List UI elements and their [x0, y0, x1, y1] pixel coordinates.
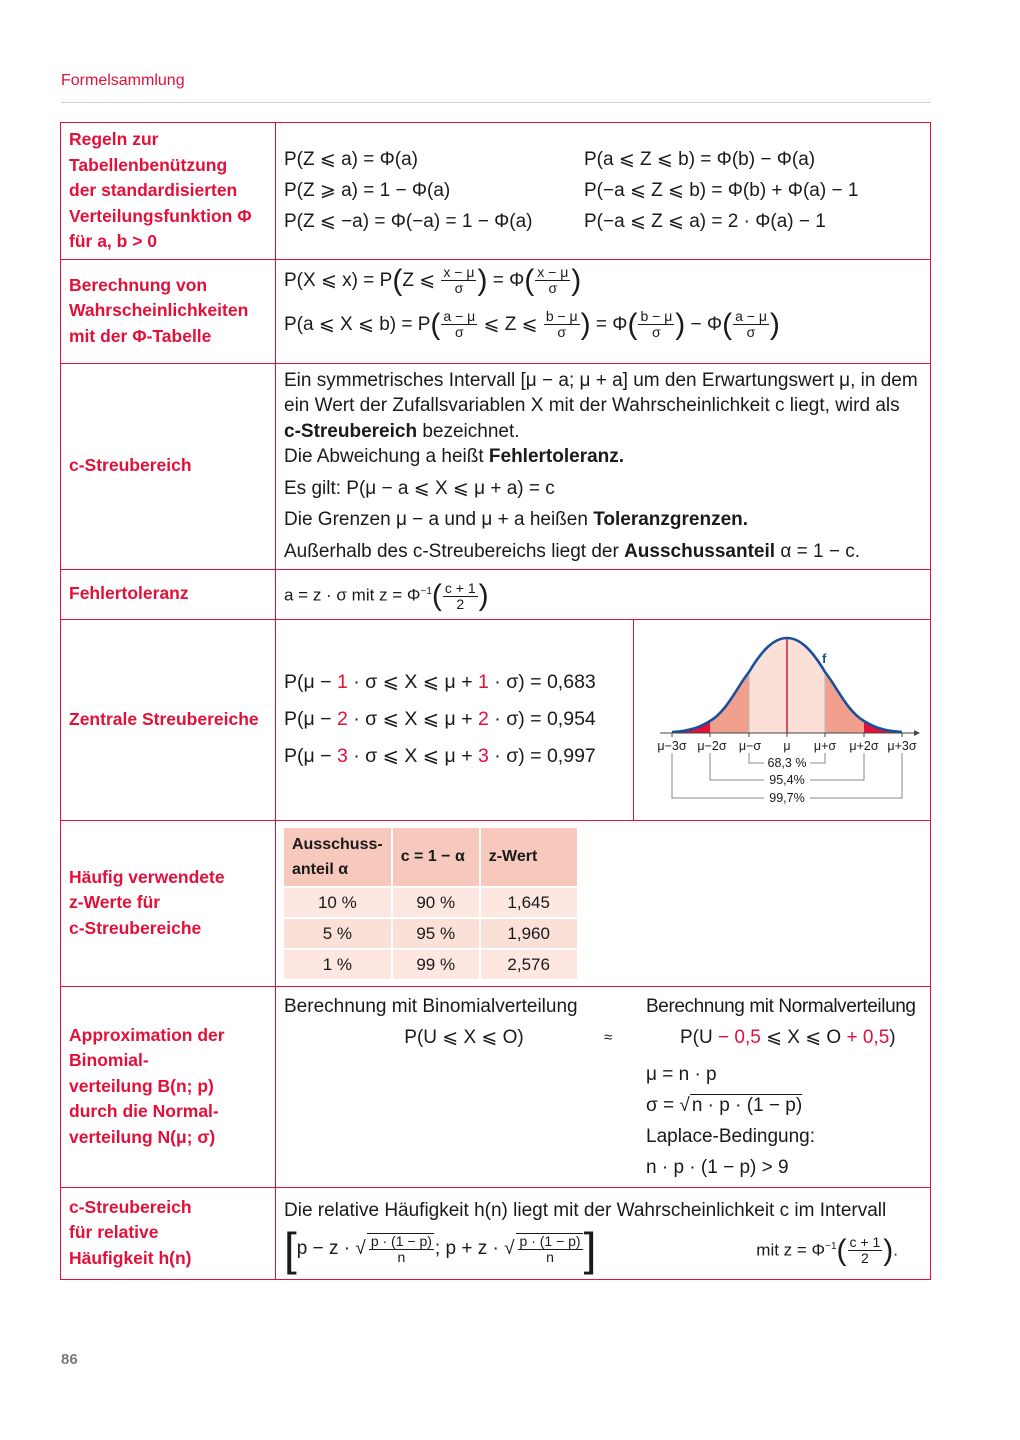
formula: P(−a ⩽ Z ⩽ a) = 2 · Φ(a) − 1 [584, 211, 826, 233]
text: P(X ⩽ x) = P [284, 270, 393, 291]
label-line: verteilung N(μ; σ) [69, 1126, 216, 1147]
svg-text:99,7%: 99,7% [769, 790, 805, 805]
label-line: z-Werte für [69, 892, 161, 913]
text: Die relative Häufigkeit h(n) liegt mit der Wahrscheinlichkeit c im Intervall [284, 1199, 887, 1221]
svg-text:μ+σ: μ+σ [813, 738, 837, 753]
fraction: $\frac{b - \mu}{\sigma}$ [545, 308, 578, 341]
text: Berechnung mit Normalverteilung [646, 995, 916, 1017]
text: P(a ⩽ X ⩽ b) = P [284, 314, 431, 335]
svg-text:μ−σ: μ−σ [738, 738, 762, 753]
svg-text:μ: μ [783, 738, 791, 753]
row-content [276, 986, 931, 1187]
row-content [276, 259, 931, 363]
row-label [61, 569, 276, 619]
text: ⩽ Z ⩽ [483, 314, 538, 335]
formula: n · p · (1 − p) > 9 [646, 1156, 789, 1178]
column-header: z-Wert [481, 828, 577, 886]
fraction: $\frac{a - \mu}{\sigma}$ [735, 308, 767, 341]
row-content [276, 363, 931, 569]
cell: 1,960 [481, 919, 577, 948]
label-line: c-Streubereich [69, 455, 192, 476]
formula: a = z · σ mit z = Φ [284, 585, 421, 605]
label-line: für relative [69, 1222, 159, 1243]
bell-curve-icon [642, 625, 922, 815]
formula: P(μ − 2 · σ ⩽ X ⩽ μ + 2 · σ) = 0,954 [284, 708, 596, 730]
label-line: verteilung B(n; p) [69, 1075, 214, 1096]
text: = Φ [595, 314, 628, 335]
row-approximation [61, 986, 931, 1187]
page-number: 86 [61, 1351, 78, 1368]
cell: 10 % [284, 888, 391, 917]
formula: P(a ⩽ X ⩽ b) = P( $\frac{a - \mu}{\sigma}$ ⩽ Z ⩽ $\frac{b - \mu}{\sigma}$ ) = Φ( $\frac{b - \mu}{\sigma}$ ) − Φ( $\frac{a - \mu}{\sigma}$ ) [284, 307, 780, 341]
formula: P(μ − 3 · σ ⩽ X ⩽ μ + 3 · σ) = 0,997 [284, 745, 596, 767]
label-line: Berechnung von [69, 274, 208, 295]
cell: 2,576 [481, 950, 577, 979]
text: = Φ [492, 270, 525, 291]
formula: P(U − 0,5 ⩽ X ⩽ O + 0,5) [680, 1026, 896, 1048]
fraction: $\frac{p \cdot (1 - p)}{n}$ [516, 1233, 583, 1265]
row-c-streubereich [61, 363, 931, 569]
label-line: c-Streubereich [69, 1196, 192, 1217]
column-header: Ausschuss- anteil α [284, 828, 391, 886]
label-line: für a, b > 0 [69, 231, 158, 251]
row-label [61, 1187, 276, 1279]
label-line: Binomial- [69, 1050, 149, 1071]
formula-table [60, 122, 931, 1280]
label-line: Wahrscheinlichkeiten [69, 300, 249, 321]
row-label [61, 123, 276, 260]
fraction: $\frac{p \cdot (1 - p)}{n}$ [367, 1233, 434, 1265]
text: Berechnung mit Binomialverteilung [284, 995, 578, 1017]
label-line: c-Streubereiche [69, 917, 202, 938]
row-label [61, 619, 276, 820]
fraction: $\frac{x - \mu}{\sigma}$ [537, 264, 569, 297]
fraction: $\frac{b - \mu}{\sigma}$ [640, 308, 673, 341]
formula: P(−a ⩽ Z ⩽ b) = Φ(b) + Φ(a) − 1 [584, 180, 859, 202]
formula: P(X ⩽ x) = P(Z ⩽ $\frac{x - \mu}{\sigma}$ ) = Φ( $\frac{x - \mu}{\sigma}$ ) [284, 263, 582, 297]
cell: 5 % [284, 919, 391, 948]
label-line: Regeln zur [69, 129, 159, 149]
cell: 1 % [284, 950, 391, 979]
approx-symbol: ≈ [604, 1028, 613, 1046]
label-line: mit der Φ-Tabelle [69, 325, 212, 346]
cell: 90 % [393, 888, 479, 917]
svg-text:μ+2σ: μ+2σ [849, 738, 879, 753]
row-phi-table [61, 259, 931, 363]
formula: P(a ⩽ Z ⩽ b) = Φ(b) − Φ(a) [584, 149, 816, 171]
label-line: Fehlertoleranz [69, 583, 189, 604]
normal-distribution-diagram [633, 620, 930, 820]
row-content: a = z · σ mit $z = \Phi^{-1}$( $\frac{c + 1}{2}$ ) [276, 569, 931, 619]
formula: P(U ⩽ X ⩽ O) [404, 1026, 524, 1048]
cell: 99 % [393, 950, 479, 979]
cell: 1,645 [481, 888, 577, 917]
label-line: Tabellenbenützung [69, 154, 228, 175]
formula: μ = n · p [646, 1063, 717, 1085]
row-label [61, 820, 276, 986]
formula: [p − z · √ $\frac{p \cdot (1 - p)}{n}$ ; p + z · √ $\frac{p \cdot (1 - p)}{n}$ ] mit $z = \Phi^{-1}$( $\frac{c + 1}{2}$ ). [284, 1222, 898, 1275]
row-zentrale-streubereiche [61, 619, 931, 820]
svg-text:μ−2σ: μ−2σ [697, 738, 727, 753]
superscript: −1 [420, 586, 432, 598]
row-label [61, 986, 276, 1187]
cell: 95 % [393, 919, 479, 948]
text: Laplace-Bedingung: [646, 1125, 816, 1147]
label-line: Verteilungsfunktion Φ [69, 205, 252, 226]
paragraph: Die Abweichung a heißt Fehlertoleranz. [284, 446, 625, 468]
fraction: $\frac{x - \mu}{\sigma}$ [443, 264, 475, 297]
svg-text:μ+3σ: μ+3σ [887, 738, 917, 753]
row-content [276, 820, 931, 986]
label-line: Häufigkeit h(n) [69, 1247, 192, 1268]
column-header: c = 1 − α [393, 828, 479, 886]
label-line: der standardisierten [69, 180, 238, 200]
formula: P(μ − 1 · σ ⩽ X ⩽ μ + 1 · σ) = 0,683 [284, 671, 596, 693]
paragraph: Außerhalb des c-Streubereichs liegt der Ausschussanteil α = 1 − c. [284, 540, 860, 562]
row-content [276, 619, 931, 820]
row-content [276, 1187, 931, 1279]
label-line: Häufig verwendete [69, 866, 225, 887]
fraction: $\frac{c + 1}{2}$ [849, 1234, 881, 1267]
formula: P(Z ⩾ a) = 1 − Φ(a) [284, 180, 451, 202]
row-label [61, 259, 276, 363]
label-line: durch die Normal- [69, 1101, 219, 1122]
svg-text:95,4%: 95,4% [769, 772, 805, 787]
row-relative-haeufigkeit [61, 1187, 931, 1279]
paragraph: Es gilt: P(μ − a ⩽ X ⩽ μ + a) = c [284, 477, 555, 499]
row-table-rules [61, 123, 931, 260]
label-line: Approximation der [69, 1024, 225, 1045]
header-title: Formelsammlung [61, 72, 185, 89]
paragraph: Die Grenzen μ − a und μ + a heißen Toleranzgrenzen. [284, 509, 749, 531]
row-content [276, 123, 931, 260]
svg-text:68,3 %: 68,3 % [767, 755, 807, 770]
fraction: $\frac{a - \mu}{\sigma}$ [443, 308, 476, 341]
text: − Φ [690, 314, 723, 335]
svg-text:μ−3σ: μ−3σ [657, 738, 687, 753]
table-row [284, 950, 577, 979]
formula: σ = √ n · p · (1 − p) [646, 1094, 803, 1116]
header-divider [61, 102, 930, 103]
paragraph: Ein symmetrisches Intervall [μ − a; μ + a] um den Erwartungswert μ, in dem ein Wert der Zufallsvariablen X mit der Wahrscheinlichkeit c liegt, wird als c-Streubereich bezeichnet. [284, 369, 918, 442]
table-row [284, 919, 577, 948]
z-values-table [282, 826, 579, 981]
row-z-werte [61, 820, 931, 986]
svg-text:f: f [822, 650, 827, 666]
fraction: $\frac{c + 1}{2}$ [444, 579, 476, 612]
formula: P(Z ⩽ a) = Φ(a) [284, 149, 419, 171]
row-fehlertoleranz [61, 569, 931, 619]
label-line: Zentrale Streubereiche [69, 708, 259, 729]
text: Z ⩽ [402, 270, 436, 291]
row-label [61, 363, 276, 569]
table-row [284, 888, 577, 917]
formula: P(Z ⩽ −a) = Φ(−a) = 1 − Φ(a) [284, 211, 533, 233]
